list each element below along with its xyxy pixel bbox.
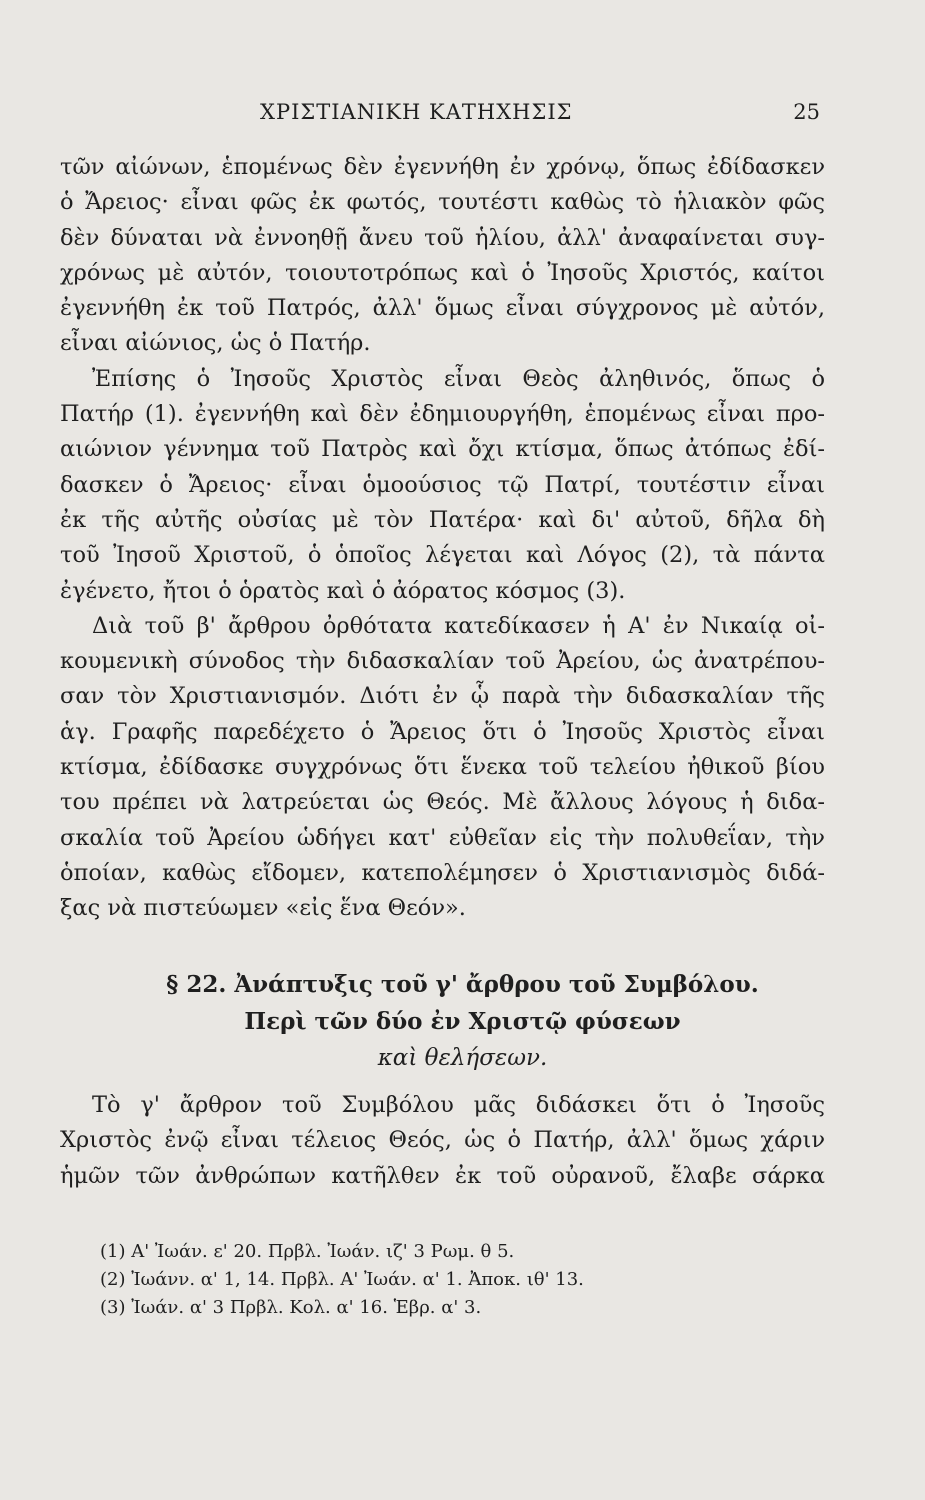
footnote: (2) Ἰωάνν. α' 1, 14. Πρβλ. Α' Ἰωάν. α' 1. Ἀποκ. ιθ' 13. (100, 1269, 584, 1290)
section-heading-line: Περὶ τῶν δύο ἐν Χριστῷ φύσεων (244, 1008, 681, 1035)
running-title: ΧΡΙΣΤΙΑΝΙΚΗ ΚΑΤΗΧΗΣΙΣ (260, 100, 573, 124)
text-line: ὁποίαν, καθὼς εἴδομεν, κατεπολέμησεν ὁ Χριστιανισμὸς διδά- (60, 859, 825, 886)
text-line: ὁ Ἄρειος· εἶναι φῶς ἐκ φωτός, τουτέστι καθὼς τὸ ἡλιακὸν φῶς (60, 189, 825, 216)
footnote: (3) Ἰωάν. α' 3 Πρβλ. Κολ. α' 16. Ἑβρ. α' 3. (100, 1297, 482, 1318)
footnote: (1) Α' Ἰωάν. ε' 20. Πρβλ. Ἰωάν. ιζ' 3 Ρωμ. θ 5. (100, 1241, 515, 1262)
page-header (60, 100, 820, 130)
text-line: σαν τὸν Χριστιανισμόν. Διότι ἐν ᾧ παρὰ τὴν διδασκαλίαν τῆς (60, 683, 825, 710)
text-line: Πατήρ (1). ἐγεννήθη καὶ δὲν ἐδημιουργήθη, ἑπομένως εἶναι προ- (60, 401, 825, 428)
text-line: Χριστὸς ἐνῷ εἶναι τέλειος Θεός, ὡς ὁ Πατήρ, ἀλλ' ὅμως χάριν (60, 1127, 825, 1154)
text-line: ξας νὰ πιστεύωμεν «εἰς ἕνα Θεόν». (60, 895, 466, 922)
text-line: τῶν αἰώνων, ἑπομένως δὲν ἐγεννήθη ἐν χρόνῳ, ὅπως ἐδίδασκεν (60, 154, 825, 180)
text-line: Ἐπίσης ὁ Ἰησοῦς Χριστὸς εἶναι Θεὸς ἀληθινός, ὅπως ὁ (92, 365, 825, 392)
text-line: χρόνως μὲ αὐτόν, τοιουτοτρόπως καὶ ὁ Ἰησοῦς Χριστός, καίτοι (60, 259, 825, 286)
text-line: ἐγεννήθη ἐκ τοῦ Πατρός, ἀλλ' ὅμως εἶναι σύγχρονος μὲ αὐτόν, (60, 295, 825, 322)
text-line: κτίσμα, ἐδίδασκε συγχρόνως ὅτι ἕνεκα τοῦ τελείου ἠθικοῦ βίου (60, 754, 825, 781)
text-line: ἡμῶν τῶν ἀνθρώπων κατῆλθεν ἐκ τοῦ οὐρανοῦ, ἔλαβε σάρκα (60, 1162, 825, 1189)
text-line: ἐγένετο, ἤτοι ὁ ὁρατὸς καὶ ὁ ἀόρατος κόσμος (3). (60, 577, 626, 604)
text-line: εἶναι αἰώνιος, ὡς ὁ Πατήρ. (60, 330, 371, 357)
section-heading-line: § 22. Ἀνάπτυξις τοῦ γ' ἄρθρου τοῦ Συμβόλου. (166, 971, 759, 998)
section-heading (0, 966, 925, 1077)
text-line: κουμενικὴ σύνοδος τὴν διδασκαλίαν τοῦ Ἀρείου, ὡς ἀνατρέπου- (60, 648, 825, 675)
footnotes (100, 1238, 800, 1322)
text-line: αιώνιον γέννημα τοῦ Πατρὸς καὶ ὄχι κτίσμα, ὅπως ἀτόπως ἐδί- (60, 436, 825, 463)
text-line: τοῦ Ἰησοῦ Χριστοῦ, ὁ ὁποῖος λέγεται καὶ Λόγος (2), τὰ πάντα (60, 542, 825, 569)
text-line: ἐκ τῆς αὐτῆς οὐσίας μὲ τὸν Πατέρα· καὶ δι' αὐτοῦ, δῆλα δὴ (60, 506, 825, 533)
section-heading-line: καὶ θελήσεων. (377, 1045, 548, 1071)
text-line: σκαλία τοῦ Ἀρείου ὡδήγει κατ' εὐθεῖαν εἰς τὴν πολυθεΐαν, τὴν (60, 824, 825, 851)
text-line: δὲν δύναται νὰ ἐννοηθῇ ἄνευ τοῦ ἡλίου, ἀλλ' ἀναφαίνεται συγ- (60, 224, 825, 251)
text-line: ἁγ. Γραφῆς παρεδέχετο ὁ Ἄρειος ὅτι ὁ Ἰησοῦς Χριστὸς εἶναι (60, 718, 825, 745)
text-line: του πρέπει νὰ λατρεύεται ὡς Θεός. Μὲ ἄλλους λόγους ἡ διδα- (60, 789, 825, 816)
text-line: Διὰ τοῦ β' ἄρθρου ὀρθότατα κατεδίκασεν ἡ Α' ἐν Νικαίᾳ οἰ- (92, 612, 825, 639)
page-number: 25 (793, 100, 820, 124)
section-paragraph (60, 1088, 825, 1194)
main-text (60, 150, 825, 927)
text-line: δασκεν ὁ Ἄρειος· εἶναι ὁμοούσιος τῷ Πατρί, τουτέστιν εἶναι (60, 471, 825, 498)
text-line: Τὸ γ' ἄρθρον τοῦ Συμβόλου μᾶς διδάσκει ὅτι ὁ Ἰησοῦς (92, 1092, 825, 1118)
